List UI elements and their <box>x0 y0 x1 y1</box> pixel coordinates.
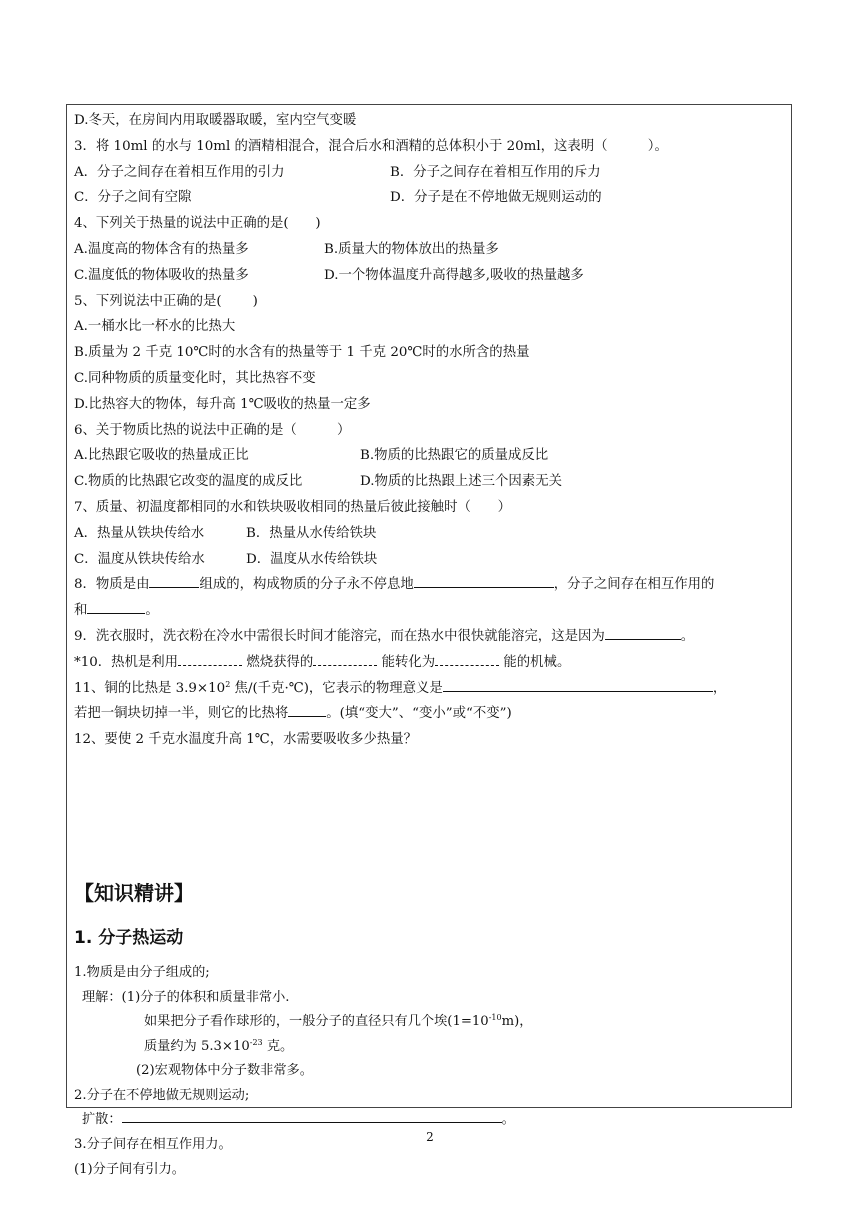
q5-option-c: C.同种物质的质量变化时，其比热容不变 <box>74 370 316 386</box>
q11-line2 <box>74 701 786 727</box>
q10-text-1: *10．热机是利用 <box>74 654 179 670</box>
q2-option-d: D.冬天，在房间内用取暖器取暖，室内空气变暖 <box>74 113 357 128</box>
knowledge-line-3-exponent: -10 <box>488 1013 502 1023</box>
knowledge-line-8: 3.分子间存在相互作用力。 <box>74 1137 232 1153</box>
q5-option-d: D.比热容大的物体，每升高 1℃吸收的热量一定多 <box>74 396 371 412</box>
diffusion-label: 扩散： <box>82 1112 122 1128</box>
q8-blank-1[interactable] <box>149 573 199 588</box>
q3-options-cd <box>74 185 786 211</box>
knowledge-line-2: 理解：(1)分子的体积和质量非常小. <box>82 989 290 1005</box>
q11-text-4: 若把一铜块切掉一半，则它的比热将 <box>74 706 289 722</box>
q3-option-c: C．分子之间有空隙 <box>74 190 192 206</box>
knowledge-line-3 <box>74 1010 786 1035</box>
q8-text-4: 和 <box>74 603 88 619</box>
q4-option-c: C.温度低的物体吸收的热量多 <box>74 267 249 283</box>
q11-text-2: 焦/(千克·℃)，它表示的物理意义是 <box>230 680 443 696</box>
q10-blank-2[interactable] <box>313 651 377 666</box>
q6-options-ab <box>74 443 786 469</box>
q11-text-3: ， <box>712 680 727 696</box>
q11-blank-2[interactable] <box>288 702 326 717</box>
q8-text-2: 组成的，构成物质的分子永不停息地 <box>199 577 414 593</box>
q5-option-b: B.质量为 2 千克 10℃时的水含有的热量等于 1 千克 20℃时的水所含的热量 <box>74 345 530 361</box>
q11-line1 <box>74 676 786 702</box>
q6-option-c: C.物质的比热跟它改变的温度的成反比 <box>74 474 303 490</box>
q8-line2 <box>74 598 786 624</box>
subsection-title: 1. 分子热运动 <box>74 927 184 948</box>
q4-stem: 4、下列关于热量的说法中正确的是( ) <box>74 216 321 232</box>
q10-blank-3[interactable] <box>435 651 499 666</box>
q7-stem: 7、质量、初温度都相同的水和铁块吸收相同的热量后彼此接触时（ ） <box>74 499 512 515</box>
q6-options-cd <box>74 469 786 495</box>
knowledge-line-3-text: 如果把分子看作球形的，一般分子的直径只有几个埃(1=10 <box>144 1014 489 1030</box>
q7-option-c: C．温度从铁块传给水 <box>74 551 205 567</box>
q5-option-a: A.一桶水比一杯水的比热大 <box>74 319 236 335</box>
q11-text-5: 。(填“变大”、“变小”或“不变”) <box>326 706 512 722</box>
knowledge-line-5: (2)宏观物体中分子数非常多。 <box>136 1063 313 1079</box>
q7-option-a: A．热量从铁块传给水 <box>74 525 205 541</box>
q9-text-2: 。 <box>680 628 695 644</box>
q9-line <box>74 624 786 650</box>
q6-stem: 6、关于物质比热的说法中正确的是（ ） <box>74 422 351 438</box>
q12-stem: 12、要使 2 千克水温度升高 1℃，水需要吸收多少热量？ <box>74 732 418 748</box>
q10-line <box>74 650 786 676</box>
knowledge-line-4-exponent: -23 <box>249 1037 263 1047</box>
q5-stem: 5、下列说法中正确的是( ) <box>74 293 258 309</box>
q9-blank[interactable] <box>605 625 681 640</box>
q3-stem: 3．将 10ml 的水与 10ml 的酒精相混合，混合后水和酒精的总体积小于 20ml，这表明（ ）。 <box>74 138 668 154</box>
q4-option-b: B.质量大的物体放出的热量多 <box>324 241 499 257</box>
section-title: 【知识精讲】 <box>74 880 194 905</box>
knowledge-line-4-text: 质量约为 5.3×10 <box>144 1038 250 1054</box>
q7-option-d: D．温度从水传给铁块 <box>246 551 378 567</box>
knowledge-line-3-unit: m)， <box>501 1014 533 1030</box>
q7-options-ab <box>74 521 786 547</box>
q8-blank-3[interactable] <box>87 599 145 614</box>
q10-text-4: 能的机械。 <box>503 654 571 670</box>
knowledge-line-4-unit: 克。 <box>262 1038 294 1054</box>
q10-text-2: 燃烧获得的 <box>246 654 314 670</box>
diffusion-blank[interactable] <box>122 1108 502 1123</box>
q10-text-3: 能转化为 <box>381 654 436 670</box>
knowledge-line-9: (1)分子间有引力。 <box>74 1161 185 1177</box>
q8-text-5: 。 <box>145 603 159 619</box>
page-content <box>74 108 786 1182</box>
q3-option-b: B．分子之间存在着相互作用的斥力 <box>390 164 601 180</box>
q7-options-cd <box>74 547 786 573</box>
q8-text-3: ，分子之间存在相互作用的 <box>553 577 715 593</box>
q4-option-a: A.温度高的物体含有的热量多 <box>74 241 249 257</box>
q8-line1 <box>74 572 786 598</box>
q4-option-d: D.一个物体温度升高得越多,吸收的热量越多 <box>324 267 584 283</box>
answer-space <box>74 753 786 877</box>
q6-option-a: A.比热跟它吸收的热量成正比 <box>74 448 249 464</box>
q7-option-b: B．热量从水传给铁块 <box>246 525 377 541</box>
q4-options-cd <box>74 263 786 289</box>
q8-blank-2[interactable] <box>414 573 554 588</box>
q3-option-d: D．分子是在不停地做无规则运动的 <box>390 190 602 206</box>
q8-text-1: 8．物质是由 <box>74 577 150 593</box>
q11-text-1: 11、铜的比热是 3.9×10 <box>74 680 226 696</box>
q6-option-d: D.物质的比热跟上述三个因素无关 <box>360 474 562 490</box>
page-number: 2 <box>426 1130 434 1144</box>
q11-blank-1[interactable] <box>443 677 713 692</box>
knowledge-line-4 <box>74 1035 786 1060</box>
q4-options-ab <box>74 237 786 263</box>
knowledge-line-6: 2.分子在不停地做无规则运动; <box>74 1087 250 1103</box>
q11-exponent: 2 <box>225 679 231 689</box>
q6-option-b: B.物质的比热跟它的质量成反比 <box>360 448 549 464</box>
q3-option-a: A．分子之间存在着相互作用的引力 <box>74 164 285 180</box>
q9-text-1: 9．洗衣服时，洗衣粉在冷水中需很长时间才能溶完，而在热水中很快就能溶完，这是因为 <box>74 628 605 644</box>
knowledge-line-1: 1.物质是由分子组成的; <box>74 964 210 980</box>
diffusion-end: 。 <box>501 1112 515 1128</box>
q10-blank-1[interactable] <box>178 651 242 666</box>
q3-options-ab <box>74 160 786 186</box>
